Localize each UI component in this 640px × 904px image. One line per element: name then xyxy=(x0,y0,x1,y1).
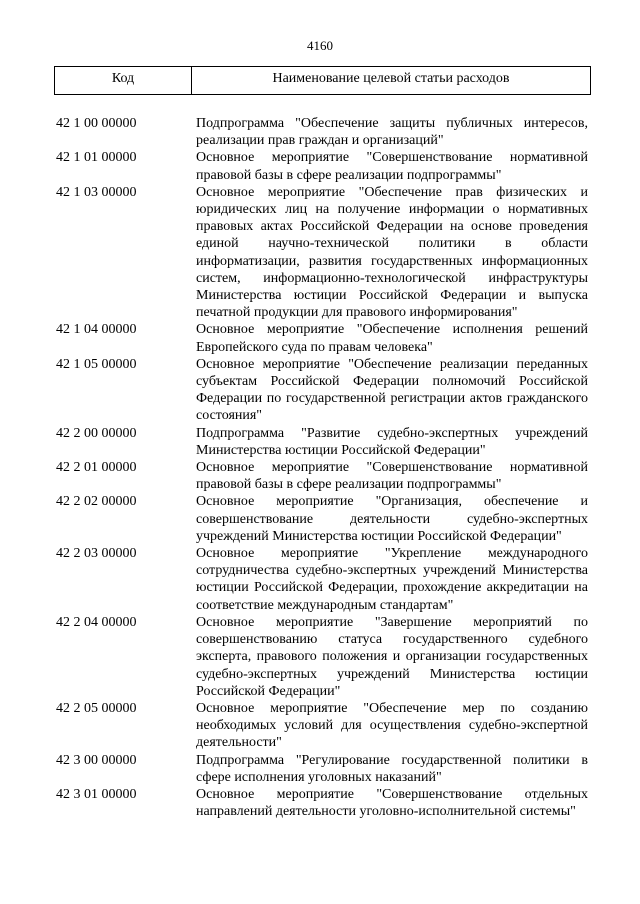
row-description: Основное мероприятие "Совершенствование нормативной правовой базы в сфере реализации подпрограммы" xyxy=(196,150,588,183)
row-description: Основное мероприятие "Обеспечение реализации переданных субъектам Российской Федерации полномочий Российской Федерации по государственной регистрации актов гражданского состояния" xyxy=(196,356,588,424)
row-description: Подпрограмма "Обеспечение защиты публичных интересов, реализации прав граждан и организаций" xyxy=(196,116,588,149)
row-code: 42 1 03 00000 xyxy=(56,184,137,200)
row-description: Основное мероприятие "Укрепление международного сотрудничества судебно-экспертных учреждений Министерства юстиции Российской Федерации, прохождение аккредитации на соответствие международным стандартам" xyxy=(196,546,588,613)
row-description: Подпрограмма "Развитие судебно-экспертных учреждений Министерства юстиции Российской Федерации" xyxy=(196,425,588,458)
table-row xyxy=(56,184,588,322)
row-description: Основное мероприятие "Завершение мероприятий по совершенствованию статуса государственного судебного эксперта, правового положения и организации государственных судебно-экспертных учреждений Министерства юстиции Российской Федерации" xyxy=(196,614,588,699)
row-code: 42 2 03 00000 xyxy=(56,546,137,562)
row-code: 42 2 02 00000 xyxy=(56,494,137,510)
row-code: 42 1 00 00000 xyxy=(56,116,137,131)
table-row xyxy=(56,700,588,752)
page-number: 4160 xyxy=(307,38,333,53)
table-row xyxy=(56,545,588,614)
table-row xyxy=(56,356,588,425)
row-description: Основное мероприятие "Обеспечение мер по созданию необходимых условий для осуществления судебно-экспертной деятельности" xyxy=(196,700,588,751)
row-code: 42 2 01 00000 xyxy=(56,460,137,476)
header-code-cell: Код xyxy=(55,67,192,94)
header-name-cell: Наименование целевой статьи расходов xyxy=(272,71,510,86)
table-row xyxy=(56,149,588,183)
table-body xyxy=(56,115,588,820)
row-code: 42 1 01 00000 xyxy=(56,150,137,166)
row-description: Основное мероприятие "Обеспечение прав физических и юридических лиц на получение информации о нормативных правовых актах Российской Федерации на основе проведения единой научно-технической политики в области информатизации, развития государственных информационных систем, информационно-технологической инфраструктуры Министерства юстиции Российской Федерации и выпуска печатной продукции для правового информирования" xyxy=(196,184,588,321)
row-description: Основное мероприятие "Совершенствование отдельных направлений деятельности уголовно-исполнительной системы" xyxy=(196,786,588,820)
table-row xyxy=(56,493,588,545)
table-row xyxy=(56,115,588,149)
row-description: Основное мероприятие "Организация, обеспечение и совершенствование деятельности судебно-экспертных учреждений Министерства юстиции Российской Федерации" xyxy=(196,494,588,544)
table-header xyxy=(54,66,591,95)
row-code: 42 3 01 00000 xyxy=(56,786,137,802)
table-row xyxy=(56,321,588,355)
table-row xyxy=(56,752,588,786)
row-description: Основное мероприятие "Обеспечение исполнения решений Европейского суда по правам человека" xyxy=(196,322,588,355)
row-description: Подпрограмма "Регулирование государственной политики в сфере исполнения уголовных наказаний" xyxy=(196,752,588,785)
row-code: 42 1 05 00000 xyxy=(56,356,137,372)
row-code: 42 3 00 00000 xyxy=(56,752,137,768)
row-code: 42 2 04 00000 xyxy=(56,614,137,630)
table-row xyxy=(56,425,588,459)
row-description: Основное мероприятие "Совершенствование нормативной правовой базы в сфере реализации подпрограммы" xyxy=(196,460,588,493)
row-code: 42 2 00 00000 xyxy=(56,425,137,441)
table-row xyxy=(56,614,588,700)
row-code: 42 1 04 00000 xyxy=(56,322,137,338)
row-code: 42 2 05 00000 xyxy=(56,700,137,716)
table-row xyxy=(56,459,588,493)
table-row xyxy=(56,786,588,820)
